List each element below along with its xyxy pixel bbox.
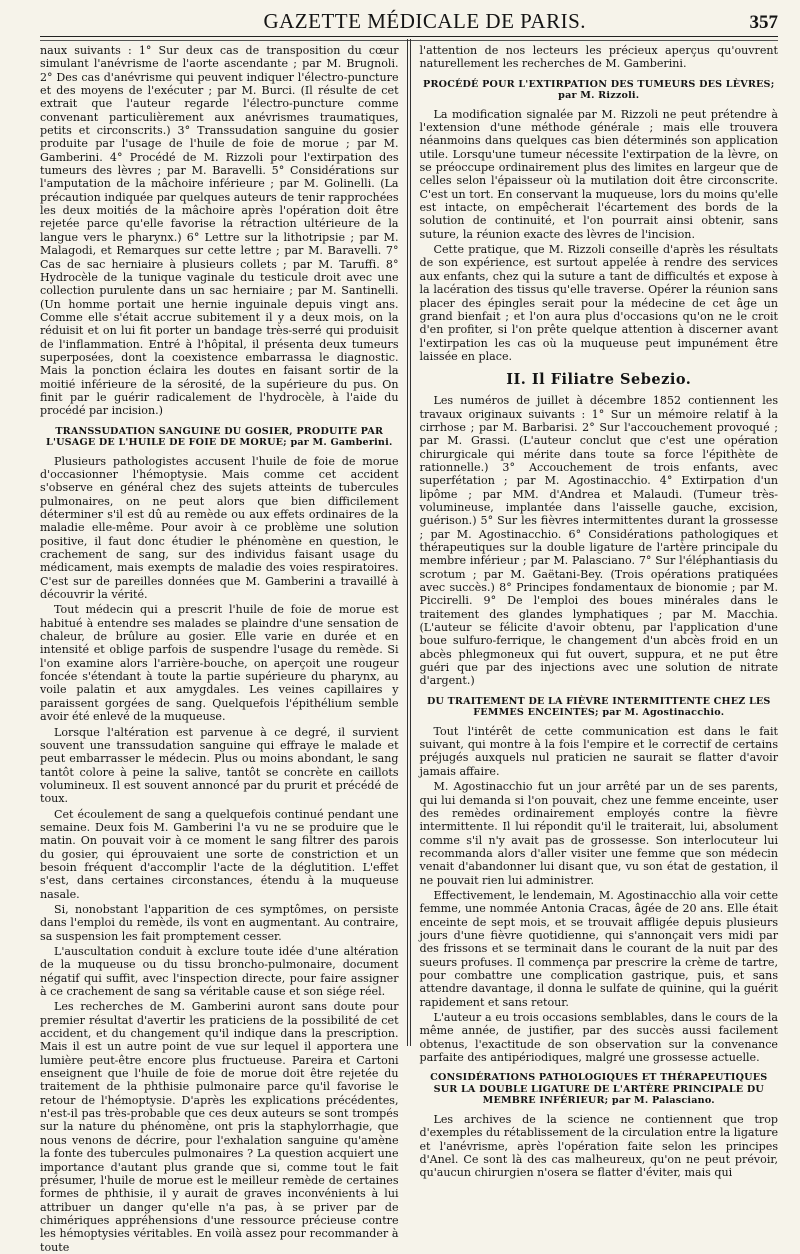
journal-section-heading: II. Il Filiatre Sebezio. [506, 371, 692, 389]
paragraph: l'attention de nos lecteurs les précieux aperçus qu'ouvrent naturellement les recherches de M. Gamberini. [419, 44, 779, 71]
right-column [411, 41, 779, 1180]
paragraph: M. Agostinacchio fut un jour arrêté par un de ses parents, qui lui demanda si l'on pouvait, chez une femme enceinte, user des remèdes ordinairement employés contre la fièvre intermittente. Il lui répondit qu'il le traiterait, lui, absolument comme s'il n'y avait pas de grossesse. Son interlocuteur lui recommanda alors d'aller visiter une femme que son médecin venait d'abandonner lui disant que, vu son état de gestation, il ne pouvait rien lui administrer. [419, 780, 779, 887]
page-number: 357 [749, 12, 778, 33]
section-heading [419, 1072, 778, 1107]
section-title: TRANSSUDATION SANGUINE DU GOSIER, PRODUITE PAR L'USAGE DE L'HUILE DE FOIE DE MORUE [46, 425, 384, 449]
paragraph: naux suivants : 1° Sur deux cas de transposition du cœur simulant l'anévrisme de l'aorte ascendante ; par M. Brugnoli. 2° Des cas d'anévrisme qui peuvent indiquer l'électro-puncture et des moyens de l'exécuter ; par M. Burci. (Il résulte de cet extrait que l'auteur regarde l'électro-puncture comme convenant particulièrement aux anévrismes traumatiques, petits et circonscrits.) 3° Transsudation sanguine du gosier produite par l'usage de l'huile de foie de morue ; par M. Gamberini. 4° Procédé de M. Rizzoli pour l'extirpation des tumeurs des lèvres ; par M. Baravelli. 5° Considérations sur l'amputation de la mâchoire inférieure ; par M. Golinelli. (La précaution indiquée par quelques auteurs de tenir rapprochées les deux moitiés de la mâchoire après l'opération doit être rejetée parce qu'elle favorise la rétraction ultérieure de la langue vers le pharynx.) 6° Lettre sur la lithotripsie ; par M. Malagodi, et Remarques sur cette lettre ; par M. Baravelli. 7° Cas de sac herniaire à plusieurs collets ; par M. Taruffi. 8° Hydrocèle de la tunique vaginale du testicule droit avec une collection purulente dans un sac herniaire ; par M. Santinelli. (Un homme portait une hernie inguinale depuis vingt ans. Comme elle s'était accrue subitement il y a deux mois, on la réduisit et on lui fit porter un bandage très-serré qui produisit de l'inflammation. Entré à l'hôpital, il présenta deux tumeurs superposées, dont la coexistence embarrassa le diagnostic. Mais la ponction éclaira les doutes en faisant sortir de la moitié inférieure de la sérosité, de la supérieure du pus. On finit par le guérir radicalement de l'hydrocèle, à l'aide du procédé par incision.) [40, 44, 399, 418]
paragraph: L'auscultation conduit à exclure toute idée d'une altération de la muqueuse ou du tissu broncho-pulmonaire, document négatif qui suffit, avec l'inspection directe, pour faire assigner à ce crachement de sang sa véritable cause et son siége réel. [40, 945, 399, 999]
section-title: PROCÉDÉ POUR L'EXTIRPATION DES TUMEURS DES LÈVRES [423, 78, 771, 90]
paragraph: Plusieurs pathologistes accusent l'huile de foie de morue d'occasionner l'hémoptysie. Mais comme cet accident s'observe en général chez des sujets atteints de tubercules pulmonaires, on ne peut alors que bien difficilement déterminer s'il est dû au remède ou aux effets ordinaires de la maladie elle-même. Pour avoir à ce problème une solution positive, il faut donc étudier le phénomène en question, le crachement de sang, sur des individus faisant usage du médicament, mais exempts de maladie des voies respiratoires. C'est sur de pareilles données que M. Gamberini a travaillé à découvrir la vérité. [40, 454, 399, 602]
running-header [40, 0, 778, 37]
paragraph: Les numéros de juillet à décembre 1852 contiennent les travaux originaux suivants : 1° Sur un mémoire relatif à la cirrhose ; par M. Barbarisi. 2° Sur l'accouchement provoqué ; par M. Grassi. (L'auteur conclut que c'est une opération chirurgicale qui mérite dans toute sa force l'épithète de rationnelle.) 3° Accouchement de trois enfants, avec superfétation ; par M. Agostinacchio. 4° Extirpation d'un lipôme ; par MM. d'Andrea et Malaudi. (Tumeur très-volumineuse, implantée dans l'aisselle gauche, excision, guérison.) 5° Sur les fièvres intermittentes durant la grossesse ; par M. Agostinacchio. 6° Considérations pathologiques et thérapeutiques sur la double ligature de l'artère principale du membre inférieur ; par M. Palasciano. 7° Sur l'éléphantiasis du scrotum ; par M. Gaëtani-Bey. (Trois opérations pratiquées avec succès.) 8° Principes fondamentaux de bionomie ; par M. Piccirelli. 9° De l'emploi des boues minérales dans le traitement des glandes lymphatiques ; par M. Macchia. (L'auteur se félicite d'avoir obtenu, par l'application d'une boue sulfuro-ferrique, le changement d'un abcès froid en un abcès phlegmoneux qui fut ouvert, suppura, et ne put être guéri que par des injections avec une solution de nitrate d'argent.) [419, 394, 779, 688]
left-column [40, 41, 407, 1254]
section-author: ; par M. Gamberini. [283, 437, 393, 449]
section-heading [40, 426, 399, 449]
section-heading [419, 696, 778, 719]
paragraph: L'auteur a eu trois occasions semblables, dans le cours de la même année, de justifier, par des succès aussi facilement obtenus, l'exactitude de son observation sur la convenance parfaite des antipériodiques, malgré une grossesse actuelle. [419, 1011, 779, 1065]
text-columns [40, 40, 779, 1254]
section-author: ; par M. Agostinacchio. [595, 707, 725, 719]
paragraph: Les archives de la science ne contiennent que trop d'exemples du rétablissement de la circulation entre la ligature et l'anévrisme, après l'opération faite selon les principes d'Anel. Ce sont là des cas malheureux, qu'on ne peut prévoir, qu'aucun chirurgien n'osera se flatter d'éviter, mais qui [419, 1112, 779, 1180]
paragraph: Lorsque l'altération est parvenue à ce degré, il survient souvent une transsudation sanguine qui effraye le malade et peut embarrasser le médecin. Plus ou moins abondant, le sang tantôt colore à peine la salive, tantôt se concrète en caillots volumineux. Il est souvent annoncé par du prurit et précédé de toux. [40, 725, 399, 806]
paragraph: Tout médecin qui a prescrit l'huile de foie de morue est habitué à entendre ses malades se plaindre d'une sensation de chaleur, de brûlure au gosier. Elle varie en durée et en intensité et oblige parfois de suspendre l'usage du remède. Si l'on examine alors l'arrière-bouche, on aperçoit une rougeur foncée s'étendant à toute la partie supérieure du pharynx, au voile palatin et aux amygdales. Les veines capillaires y paraissent gorgées de sang. Quelquefois l'épithélium semble avoir été enlevé de la muqueuse. [40, 603, 399, 724]
paragraph: Cet écoulement de sang a quelquefois continué pendant une semaine. Deux fois M. Gamberini l'a vu ne se produire que le matin. On pouvait voir à ce moment le sang filtrer des parois du gosier, qui éprouvaient une sorte de constriction et un besoin fréquent d'accomplir l'acte de la déglutition. L'effet s'est, dans certaines circonstances, étendu à la muqueuse nasale. [40, 807, 399, 901]
section-author: ; par M. Palasciano. [604, 1095, 715, 1107]
paragraph: Effectivement, le lendemain, M. Agostinacchio alla voir cette femme, une nommée Antonia Cracas, âgée de 20 ans. Elle était enceinte de sept mois, et se trouvait affligée depuis plusieurs jours d'une fièvre quotidienne, qui s'annonçait vers midi par des frissons et se terminait dans le courant de la nuit par des sueurs profuses. Il commença par prescrire la crème de tartre, pour combattre une complication gastrique, puis, et sans attendre davantage, il donna le sulfate de quinine, qui la guérit rapidement et sans retour. [419, 888, 779, 1009]
paragraph: Les recherches de M. Gamberini auront sans doute pour premier résultat d'avertir les praticiens de la possibilité de cet accident, et du changement qu'il indique dans la prescription. Mais il est un autre point de vue sur lequel il apportera une lumière peut-être encore plus fructueuse. Pareira et Cartoni enseignent que l'huile de foie de morue doit être rejetée du traitement de la phthisie pulmonaire parce qu'il favorise le retour de l'hémoptysie. D'après les explications précédentes, n'est-il pas très-probable que ces deux auteurs se sont trompés sur la nature du phénomène, ont pris la staphylorrhagie, que nous venons de décrire, pour l'exhalation sanguine qu'amène la fonte des tubercules pulmonaires ? La question acquiert une importance d'autant plus grande que si, comme tout le fait présumer, l'huile de morue est le meilleur remède de certaines formes de phthisie, il y aurait de graves inconvénients à lui attribuer un danger qu'elle n'a pas, à se priver par de chimériques appréhensions d'une ressource précieuse contre les hémoptysies véritables. En voilà assez pour recommander à toute [40, 1000, 399, 1254]
paragraph: Tout l'intérêt de cette communication est dans le fait suivant, qui montre à la fois l'empire et le correctif de certains préjugés auxquels nul praticien ne saurait se flatter d'avoir jamais affaire. [419, 724, 779, 778]
section-author: ; par M. Rizzoli. [558, 78, 775, 102]
paragraph: Si, nonobstant l'apparition de ces symptômes, on persiste dans l'emploi du remède, ils vont en augmentant. Au contraire, sa suspension les fait promptement cesser. [40, 902, 399, 943]
paragraph: Cette pratique, que M. Rizzoli conseille d'après les résultats de son expérience, est surtout appelée à rendre des services aux enfants, chez qui la suture a tant de difficultés et expose à la lacération des tissus qu'elle traverse. Opérer la réunion sans placer des épingles serait pour la médecine de cet âge un grand bienfait ; et l'on aura plus d'occasions qu'on ne le croit d'en profiter, si l'on prête quelque attention à discerner avant l'extirpation les cas où la muqueuse peut impunément être laissée en place. [419, 243, 779, 363]
journal-title: GAZETTE MÉDICALE DE PARIS. [263, 9, 587, 33]
section-heading [419, 79, 778, 102]
section-title: DU TRAITEMENT DE LA FIÈVRE INTERMITTENTE CHEZ LES FEMMES ENCEINTES [426, 695, 771, 719]
paragraph: La modification signalée par M. Rizzoli ne peut prétendre à l'extension d'une méthode générale ; mais elle trouvera néanmoins dans quelques cas bien déterminés son application utile. Lorsqu'une tumeur nécessite l'extirpation de la lèvre, on se préoccupe ordinairement plus des limites en largeur que de celles selon l'épaisseur où la mutilation doit être circonscrite. C'est un tort. En conservant la muqueuse, lors du moins qu'elle est intacte, on empêcherait l'écartement des bords de la solution de continuité, et l'on pourrait ainsi obtenir, sans suture, la réunion exacte des lèvres de l'incision. [419, 107, 779, 241]
section-title: CONSIDÉRATIONS PATHOLOGIQUES ET THÉRAPEUTIQUES SUR LA DOUBLE LIGATURE DE L'ARTÈRE PRINCIPALE DU MEMBRE INFÉRIEUR [430, 1072, 768, 1107]
